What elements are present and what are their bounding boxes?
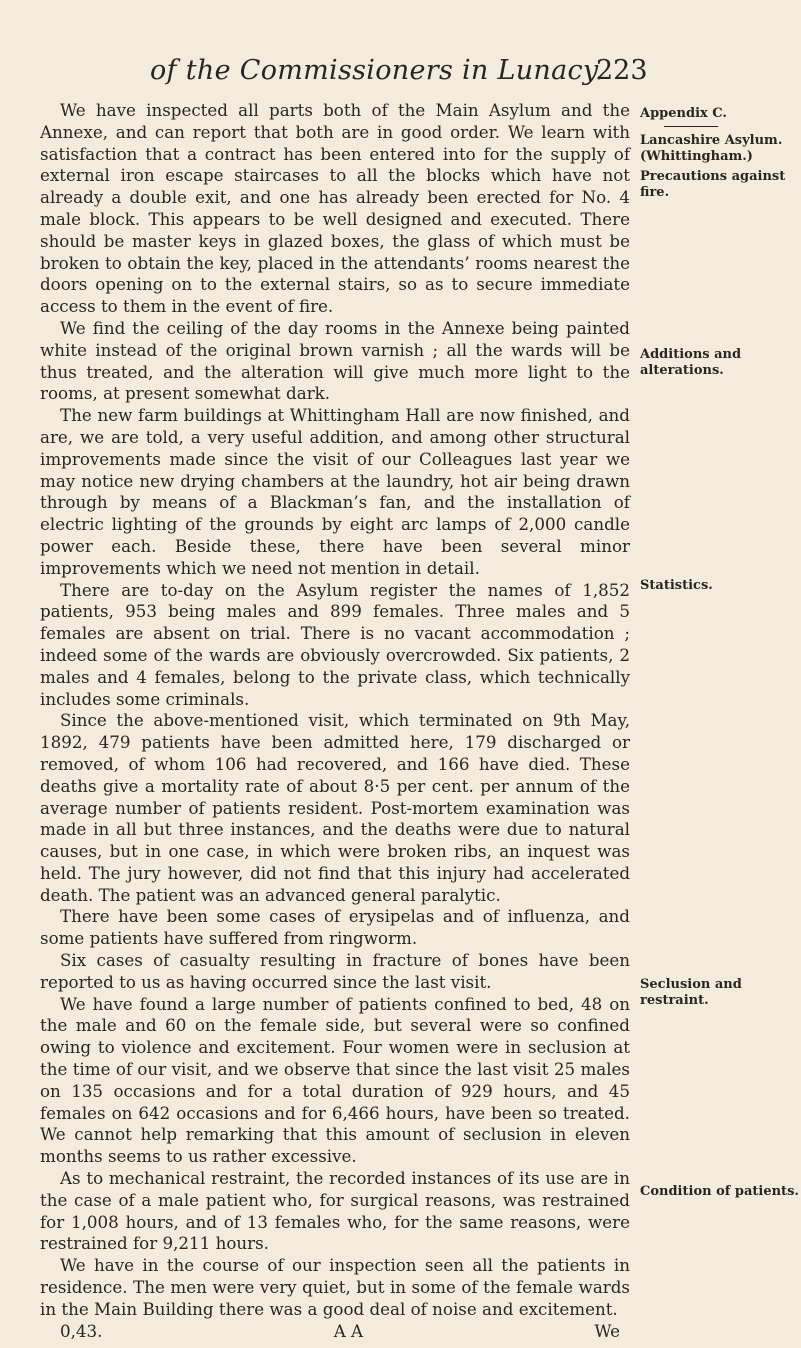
paragraph: As to mechanical restraint, the recorded instances of its use are in the case of a male patient who, for surgical reasons, was restrained for 1,008 hours, and of 13 females who, for the same reasons, were restrained for 9,211 hours. bbox=[40, 1168, 630, 1254]
body-text bbox=[40, 100, 630, 1342]
running-head: of the Commissioners in Lunacy. bbox=[150, 55, 604, 86]
catchword: We bbox=[594, 1320, 620, 1341]
asylum-label: Lancashire Asylum. bbox=[640, 133, 783, 148]
signature-mark: 0,43. bbox=[60, 1320, 103, 1341]
margin-note-alterations: Additions and alterations. bbox=[640, 347, 742, 378]
place-label: (Whittingham.) bbox=[640, 149, 753, 164]
paragraph: Six cases of casualty resulting in fracture of bones have been reported to us as having occurred since the last visit. bbox=[40, 950, 630, 992]
paragraph: There have been some cases of erysipelas and of influenza, and some patients have suffered from ringworm. bbox=[40, 906, 630, 949]
margin-note-appendix bbox=[640, 106, 800, 201]
margin-note-condition: Condition of patients. bbox=[640, 1184, 799, 1199]
paragraph: We have in the course of our inspection seen all the patients in residence. The men were very quiet, but in some of the female wards in the Main Building there was a good deal of noise and excitement. bbox=[40, 1255, 630, 1319]
paragraph: We have inspected all parts both of the Main Asylum and the Annexe, and can report that both are in good order. We learn with satisfaction that a contract has been entered into for the supply of external iron escape staircases to all the blocks which have not already a double exit, and one has already been erected for No. 4 male block. This appears to be well designed and executed. There should be master keys in glazed boxes, the glass of which must be broken to obtain the key, placed in the attendants’ rooms nearest the doors opening on to the external stairs, so as to secure immediate access to them in the event of fire. bbox=[40, 100, 630, 317]
paragraph: We have found a large number of patients confined to bed, 48 on the male and 60 on the female side, but several were so confined owing to violence and excitement. Four women were in seclusion at the time of our visit, and we observe that since the last visit 25 males on 135 occasions and for a total duration of 929 hours, and 45 females on 642 occasions and for 6,466 hours, have been so treated. We cannot help remarking that this amount of seclusion in eleven months seems to us rather excessive. bbox=[40, 993, 630, 1167]
divider bbox=[664, 126, 718, 127]
paragraph: We find the ceiling of the day rooms in the Annexe being painted white instead of the original brown varnish ; all the wards will be thus treated, and the alteration will give much more light to the rooms, at present somewhat dark. bbox=[40, 317, 630, 404]
page-number: 223 bbox=[596, 55, 648, 86]
fire-note: Precautions against fire. bbox=[640, 169, 786, 200]
paragraph: There are to-day on the Asylum register the names of 1,852 patients, 953 being males and 899 females. Three males and 5 females are absent on trial. There is no vacant accommodation ; indeed some of the wards are obviously overcrowded. Six patients, 2 males and 4 females, belong to the private class, which technically includes some criminals. bbox=[40, 579, 630, 709]
margin-note-statistics: Statistics. bbox=[640, 578, 713, 593]
margin-note-seclusion: Seclusion and restraint. bbox=[640, 977, 742, 1008]
sheet-mark: A A bbox=[333, 1320, 364, 1341]
page-footer bbox=[40, 1321, 630, 1343]
appendix-label: Appendix C. bbox=[640, 106, 727, 121]
paragraph: The new farm buildings at Whittingham Hall are now finished, and are, we are told, a very useful addition, and among other structural improvements made since the visit of our Colleagues last year we may notice new drying chambers at the laundry, hot air being drawn through by means of a Blackman’s fan, and the installation of electric lighting of the grounds by eight arc lamps of 2,000 candle power each. Beside these, there have been several minor improvements which we need not mention in detail. bbox=[40, 405, 630, 578]
paragraph: Since the above-mentioned visit, which terminated on 9th May, 1892, 479 patients have been admitted here, 179 discharged or removed, of whom 106 had recovered, and 166 have died. These deaths give a mortality rate of about 8·5 per cent. per annum of the average number of patients resident. Post-mortem examination was made in all but three instances, and the deaths were due to natural causes, but in one case, in which were broken ribs, an inquest was held. The jury however, did not find that this injury had accelerated death. The patient was an advanced general paralytic. bbox=[40, 710, 630, 905]
